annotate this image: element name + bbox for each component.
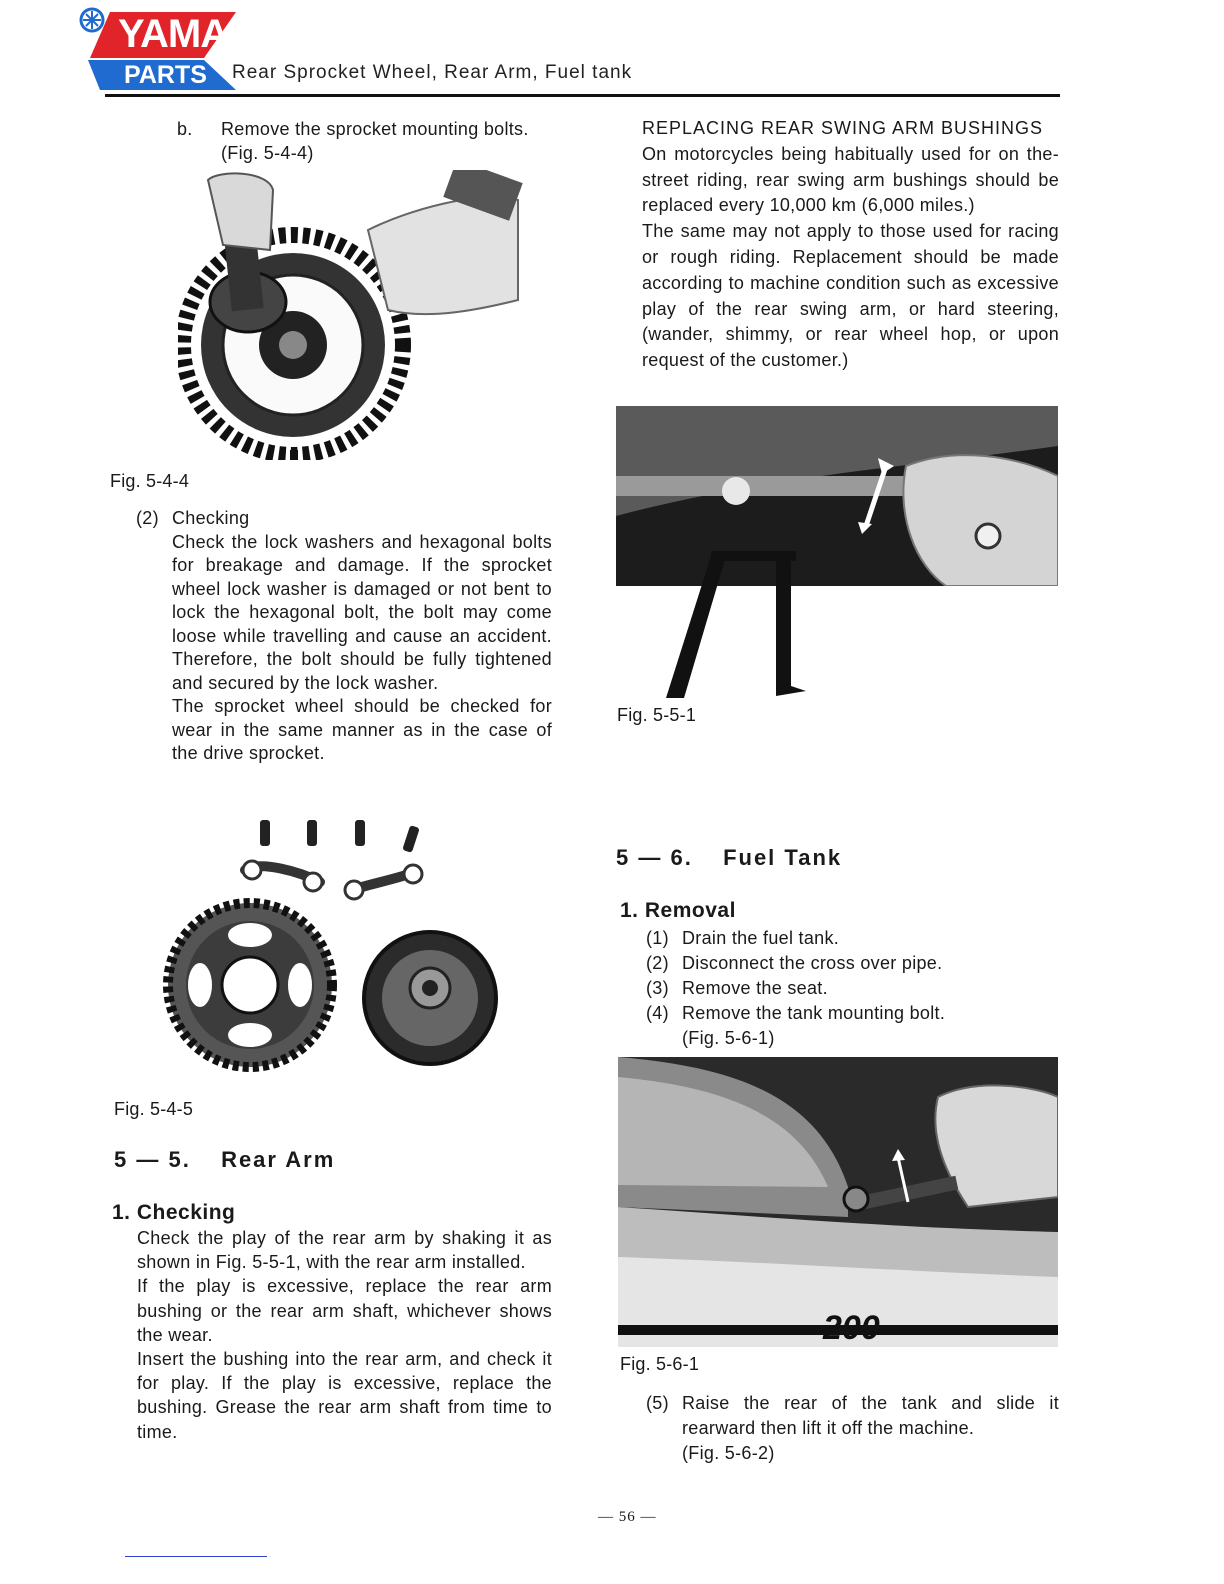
figure-sprocket-bolt-removal bbox=[178, 170, 528, 460]
tank-badge: 200 bbox=[823, 1309, 880, 1347]
rear-arm-paragraph: If the play is excessive, replace the rear arm bushing or the rear arm shaft, whichever shows the wear. bbox=[137, 1276, 552, 1345]
section-number: 5 — 5. bbox=[114, 1147, 191, 1172]
subsection-number: 1. bbox=[112, 1201, 131, 1224]
subsection-title: Removal bbox=[644, 899, 736, 922]
step-5 bbox=[646, 1391, 1059, 1466]
figure-sprocket-parts bbox=[110, 800, 530, 1090]
list-item bbox=[646, 976, 1066, 1001]
rear-arm-paragraph: Check the play of the rear arm by shaking it as shown in Fig. 5-5-1, with the rear arm installed. bbox=[137, 1228, 552, 1273]
section-number: 5 — 6. bbox=[616, 845, 693, 870]
removal-steps bbox=[646, 926, 1066, 1051]
figure-fuel-tank-bolt bbox=[618, 1057, 1058, 1347]
checking-paragraph: Check the lock washers and hexagonal bolts for breakage and damage. If the sprocket wheel lock washer is damaged or not bent to lock the hexagonal bolt, the bolt may come loose while travelling and cause an accident. Therefore, the bolt should be fully tightened and secured by the lock washer. bbox=[172, 531, 552, 693]
logo-text-parts: PARTS bbox=[124, 61, 207, 89]
list-item bbox=[646, 1391, 1059, 1441]
step-ref: (Fig. 5-6-1) bbox=[682, 1028, 775, 1048]
figure-caption: Fig. 5-4-5 bbox=[114, 1099, 194, 1119]
checking-title: Checking bbox=[172, 508, 250, 528]
step-text: Raise the rear of the tank and slide it rearward then lift it off the machine. bbox=[682, 1393, 1059, 1438]
checking-paragraph: The sprocket wheel should be checked for wear in the same manner as in the case of the drive sprocket. bbox=[172, 696, 552, 763]
step-text: Remove the tank mounting bolt. bbox=[682, 1003, 946, 1023]
step-text: Disconnect the cross over pipe. bbox=[682, 953, 943, 973]
section-title: Rear Arm bbox=[221, 1147, 336, 1172]
step-number: (4) bbox=[646, 1003, 669, 1023]
figure-rear-arm-play bbox=[616, 406, 1058, 698]
list-item bbox=[646, 926, 1066, 951]
section-5-6-heading bbox=[616, 845, 842, 871]
step-text: Drain the fuel tank. bbox=[682, 928, 840, 948]
rear-arm-text bbox=[137, 1226, 552, 1444]
logo-text-yama: YAMA bbox=[118, 12, 229, 56]
step-number: (5) bbox=[646, 1393, 669, 1413]
bushing-paragraph: On motorcycles being habitually used for on the-street riding, rear swing arm bushings should be replaced every 10,000 km (6,000 miles.) bbox=[642, 143, 1059, 216]
yamaha-logo bbox=[78, 6, 238, 92]
step-ref: (Fig. 5-6-2) bbox=[682, 1443, 775, 1463]
step-b bbox=[177, 118, 557, 165]
step-b-marker: b. bbox=[177, 119, 193, 139]
step-number: (3) bbox=[646, 978, 669, 998]
section-title: Fuel Tank bbox=[723, 845, 843, 870]
page-number: — 56 — bbox=[598, 1509, 657, 1525]
page-header-title: Rear Sprocket Wheel, Rear Arm, Fuel tank bbox=[232, 62, 633, 83]
section-5-5-heading bbox=[114, 1147, 335, 1173]
figure-caption: Fig. 5-4-4 bbox=[110, 471, 190, 491]
list-item bbox=[646, 951, 1066, 976]
fuel-tank-removal-heading bbox=[620, 899, 736, 923]
bushing-paragraph: The same may not apply to those used for racing or rough riding. Replacement should be made according to machine condition such as excessive play of the rear swing arm, or hard steering, (wander, shimmy, or rear wheel hop, or upon request of the customer.) bbox=[642, 221, 1059, 371]
step-b-ref: (Fig. 5-4-4) bbox=[221, 142, 314, 163]
checking-section bbox=[136, 507, 552, 766]
header-rule bbox=[105, 94, 1060, 97]
step-text: Remove the seat. bbox=[682, 978, 828, 998]
figure-caption: Fig. 5-6-1 bbox=[620, 1354, 700, 1374]
step-b-text: Remove the sprocket mounting bolts. bbox=[221, 119, 529, 139]
figure-caption: Fig. 5-5-1 bbox=[617, 705, 697, 725]
bushing-heading: REPLACING REAR SWING ARM BUSHINGS bbox=[642, 118, 1044, 138]
rear-arm-paragraph: Insert the bushing into the rear arm, and check it for play. If the play is excessive, replace the bushing. Grease the rear arm shaft from time to time. bbox=[137, 1349, 552, 1442]
rear-arm-checking-heading bbox=[112, 1201, 235, 1225]
step-number: (2) bbox=[646, 953, 669, 973]
step-number: (1) bbox=[646, 928, 669, 948]
list-item bbox=[646, 1001, 1066, 1026]
subsection-title: Checking bbox=[136, 1201, 236, 1224]
checking-marker: (2) bbox=[136, 508, 159, 528]
footer-rule bbox=[125, 1556, 267, 1557]
bushing-section bbox=[642, 116, 1059, 374]
subsection-number: 1. bbox=[620, 899, 639, 922]
